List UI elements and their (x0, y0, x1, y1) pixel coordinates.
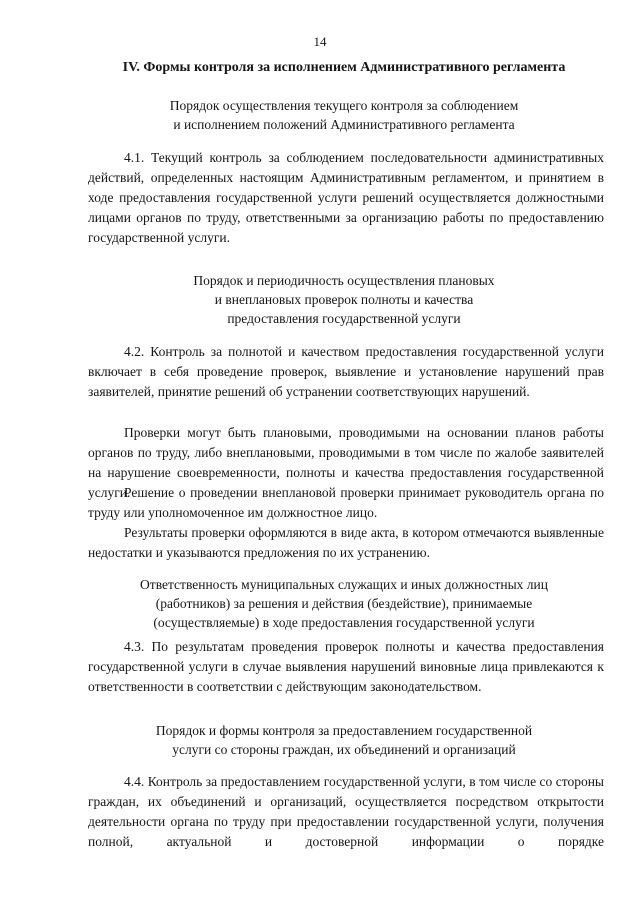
subheading-inspections (88, 271, 600, 328)
subheading-line: (работников) за решения и действия (бездействие), принимаемые (155, 596, 533, 611)
subheading-current-control (88, 96, 600, 134)
section-title: IV. Формы контроля за исполнением Административного регламента (122, 60, 566, 75)
subheading-line: и исполнением положений Административного регламента (173, 117, 515, 132)
subheading-line: Порядок и периодичность осуществления плановых (193, 273, 495, 288)
subheading-public-control (88, 721, 600, 759)
subheading-line: услуги со стороны граждан, их объединений и организаций (172, 742, 516, 757)
paragraph-4-2-results: Результаты проверки оформляются в виде акта, в котором отмечаются выявленные недостатки и указываются предложения по их устранению. (88, 525, 604, 560)
subheading-line: Порядок осуществления текущего контроля за соблюдением (169, 98, 519, 113)
paragraph-4-2-decision: Решение о проведении внеплановой проверки принимает руководитель органа по труду или уполномоченное им должностное лицо. (88, 485, 604, 520)
subheading-line: (осуществляемые) в ходе предоставления государственной услуги (153, 615, 535, 630)
page-number: 14 (313, 34, 327, 49)
subheading-responsibility (88, 575, 600, 632)
subheading-line: предоставления государственной услуги (227, 311, 461, 326)
subheading-line: Порядок и формы контроля за предоставлением государственной (155, 723, 533, 738)
paragraph-4-4: 4.4. Контроль за предоставлением государственной услуги, в том числе со стороны граждан, их объединений и организаций, осуществляется посредством открытости деятельности органа по труду при предоставлении государственной услуги, получения полной, актуальной и достоверной информации о порядке (88, 774, 604, 849)
paragraph-4-1: 4.1. Текущий контроль за соблюдением последовательности административных действий, определенных настоящим Административным регламентом, и принятием в ходе предоставления государственной услуги решений осуществляется должностными лицами органов по труду, ответственными за организацию работы по предоставлению государственной услуги. (88, 150, 604, 245)
subheading-line: Ответственность муниципальных служащих и иных должностных лиц (140, 577, 548, 592)
paragraph-4-2-inspections: Проверки могут быть плановыми, проводимыми на основании планов работы органов по труду, либо внеплановыми, проводимыми в том числе по жалобе заявителей на нарушение своевременности, полноты и качества предоставления государственной услуги. (88, 425, 604, 500)
paragraph-4-3: 4.3. По результатам проведения проверок полноты и качества предоставления государственной услуги в случае выявления нарушений виновные лица привлекаются к ответственности в соответствии с действующим законодательством. (88, 639, 604, 694)
subheading-line: и внеплановых проверок полноты и качества (214, 292, 474, 307)
paragraph-4-2: 4.2. Контроль за полнотой и качеством предоставления государственной услуги включает в себя проведение проверок, выявление и установление нарушений прав заявителей, принятие решений об устранении соответствующих нарушений. (88, 344, 604, 399)
